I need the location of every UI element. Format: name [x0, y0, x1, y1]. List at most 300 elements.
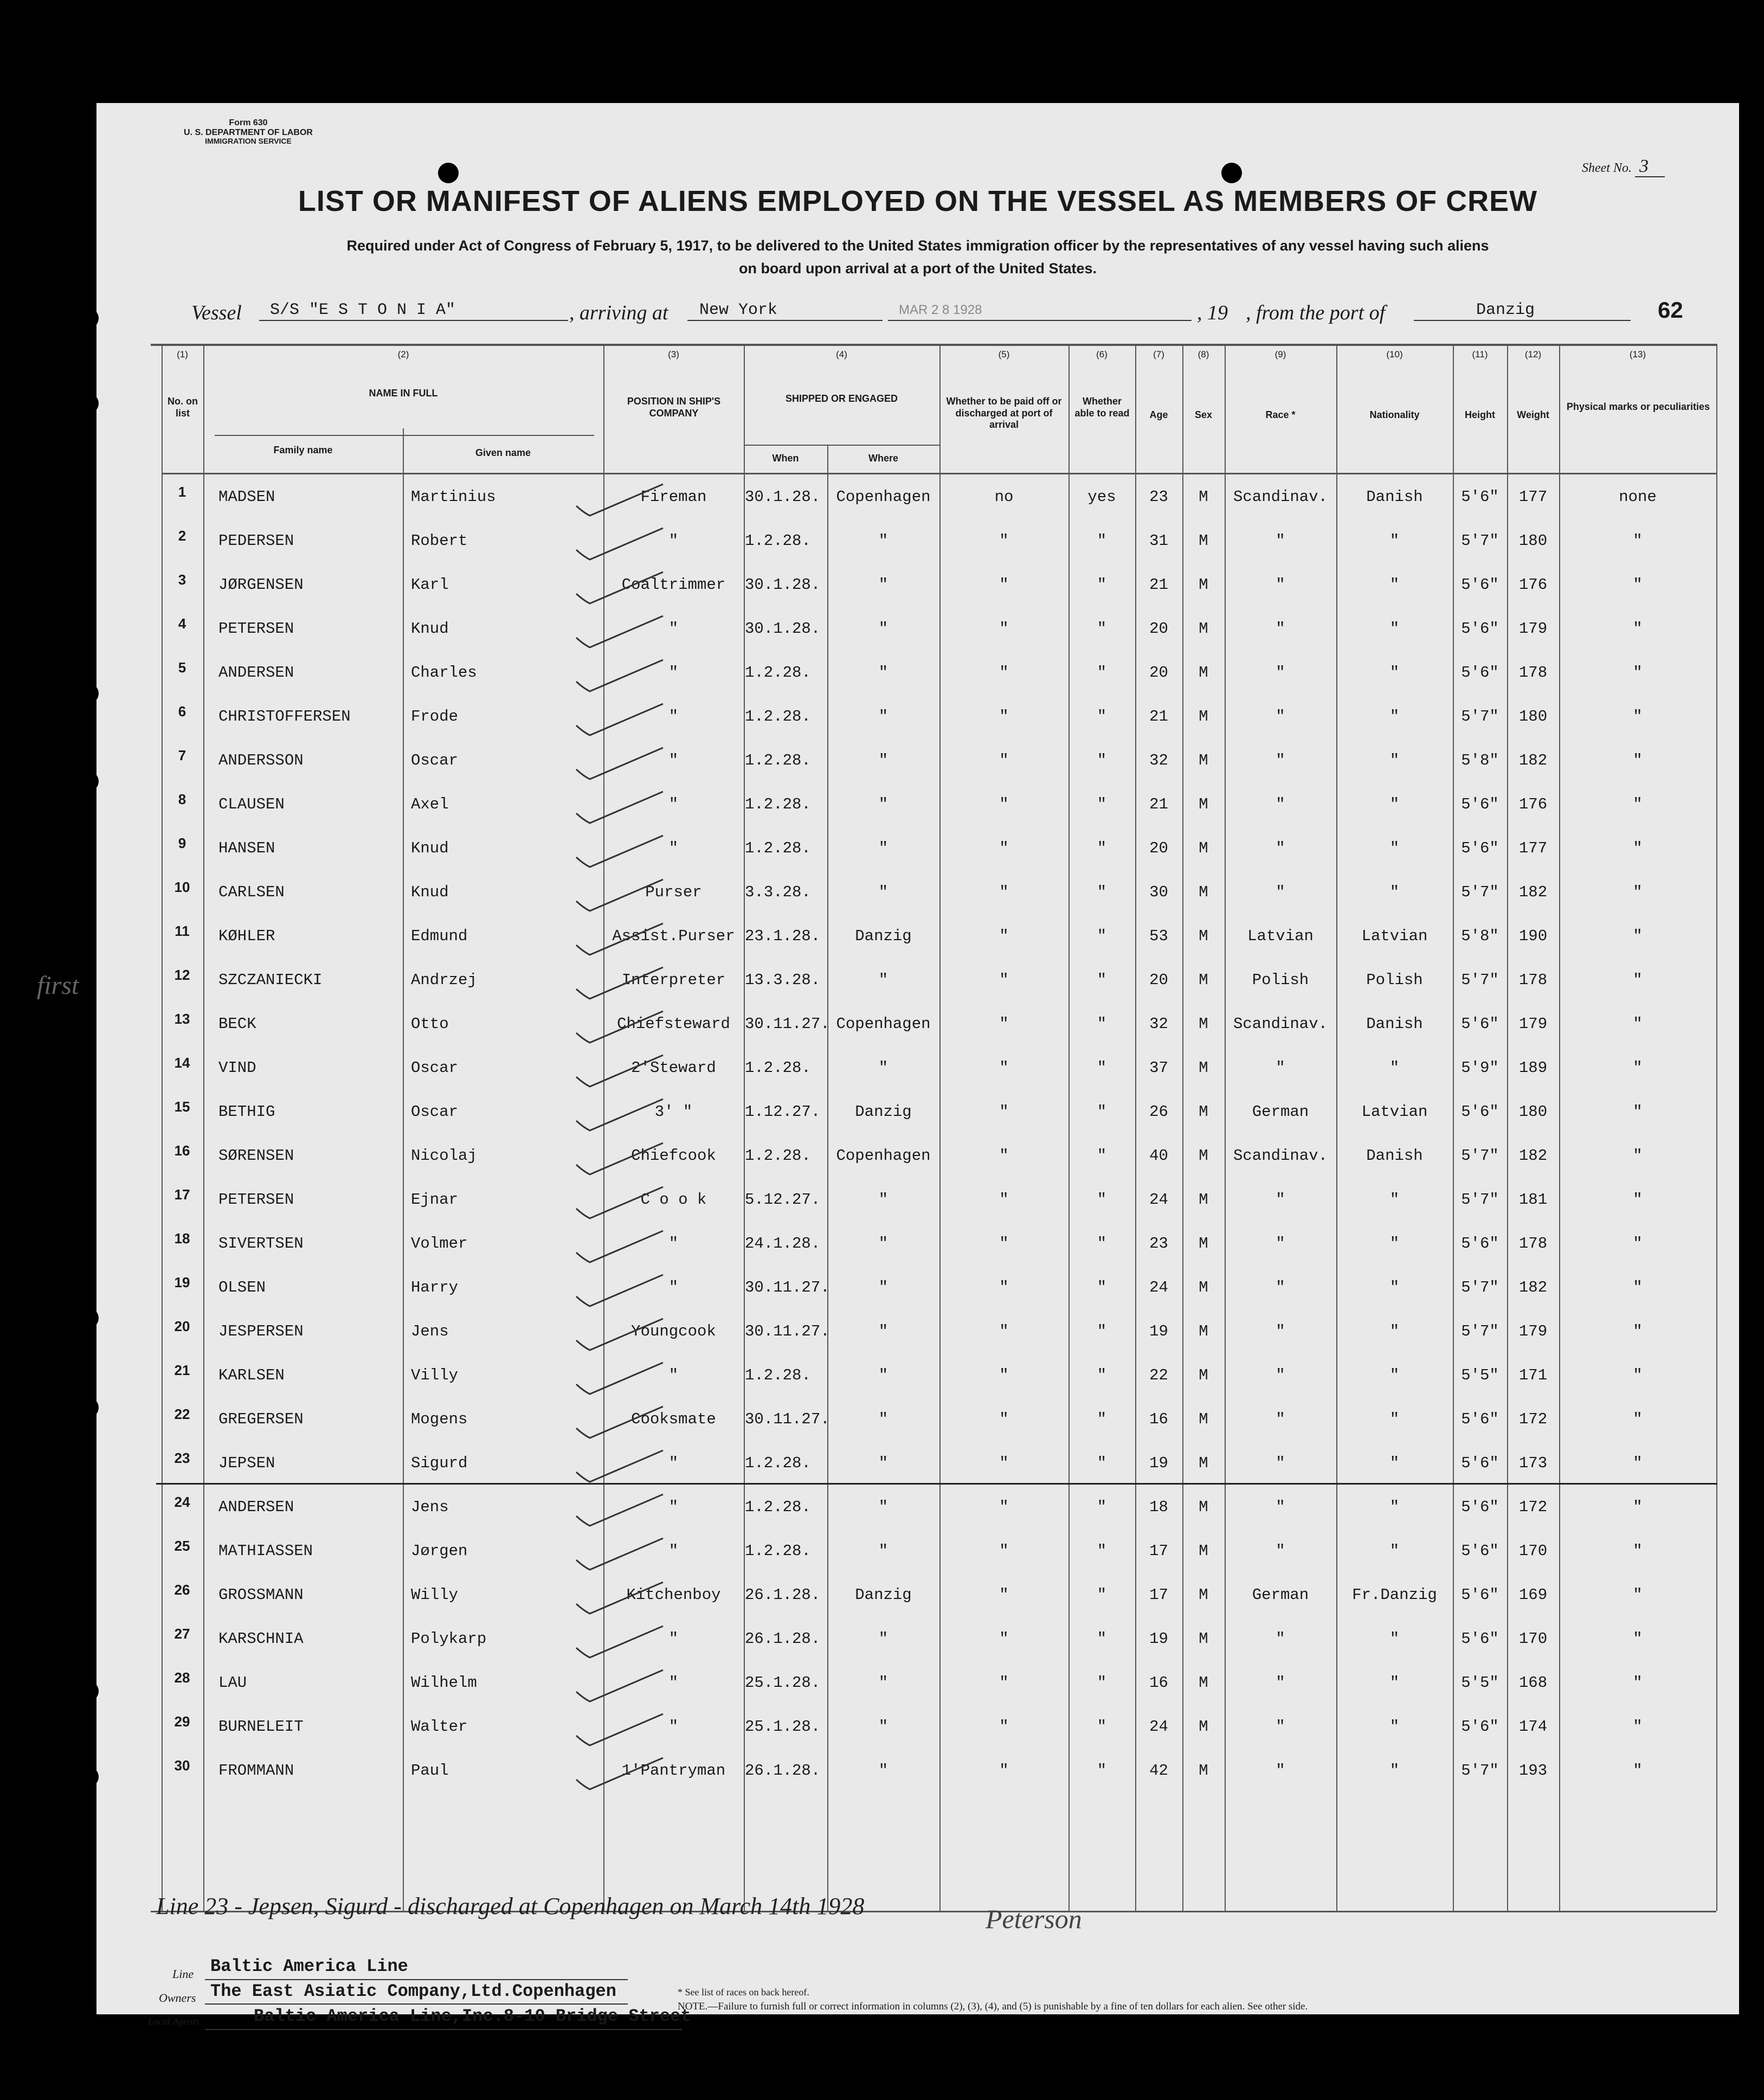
able-to-read-cell: " — [1097, 576, 1107, 594]
sex-cell: M — [1199, 1718, 1208, 1736]
check-mark-icon — [574, 1666, 666, 1704]
shipped-when-cell: 1.2.28. — [745, 664, 811, 682]
height-cell: 5'6" — [1461, 1015, 1499, 1033]
able-to-read-cell: " — [1097, 1147, 1107, 1165]
height-cell: 5'6" — [1461, 1454, 1499, 1472]
able-to-read-cell: " — [1097, 1674, 1107, 1692]
able-to-read-cell: " — [1097, 883, 1107, 901]
nationality-cell: Polish — [1366, 971, 1423, 989]
physical-marks-cell: " — [1633, 1586, 1643, 1604]
height-cell: 5'6" — [1461, 1718, 1499, 1736]
family-name-cell: KØHLER — [218, 927, 275, 945]
physical-marks-cell: " — [1633, 795, 1643, 813]
shipped-where-cell: " — [878, 576, 889, 594]
row-number: 24 — [174, 1494, 190, 1510]
height-cell: 5'6" — [1461, 1498, 1499, 1516]
height-cell: 5'6" — [1461, 1235, 1499, 1253]
race-cell: " — [1276, 532, 1285, 550]
position-cell: Youngcook — [631, 1322, 716, 1340]
given-name-cell: Nicolaj — [411, 1147, 477, 1165]
header-family-name: Family name — [273, 445, 333, 455]
nationality-cell: " — [1389, 1322, 1400, 1340]
shipped-where-cell: " — [878, 883, 889, 901]
race-cell: " — [1276, 576, 1285, 594]
height-cell: 5'5" — [1461, 1674, 1499, 1692]
given-name-cell: Jens — [411, 1322, 449, 1340]
vessel-name: S/S "E S T O N I A" — [270, 301, 456, 319]
weight-cell: 182 — [1518, 1279, 1548, 1296]
sex-cell: M — [1199, 1059, 1208, 1077]
position-cell: 1'Pantryman — [621, 1762, 726, 1780]
physical-marks-cell: " — [1633, 1410, 1643, 1428]
arriving-underline — [687, 320, 883, 321]
position-cell: " — [668, 1279, 679, 1296]
height-cell: 5'8" — [1461, 752, 1499, 769]
family-name-cell: CARLSEN — [218, 883, 285, 901]
nationality-cell: " — [1389, 532, 1400, 550]
nationality-cell: " — [1389, 1718, 1400, 1736]
family-name-cell: CHRISTOFFERSEN — [218, 708, 351, 725]
given-name-cell: Villy — [411, 1366, 459, 1384]
nationality-cell: " — [1389, 752, 1400, 769]
weight-cell: 182 — [1518, 1147, 1548, 1165]
sex-cell: M — [1199, 708, 1208, 725]
physical-marks-cell: " — [1633, 532, 1643, 550]
weight-cell: 178 — [1518, 664, 1548, 682]
weight-cell: 190 — [1518, 927, 1548, 945]
sex-cell: M — [1199, 795, 1208, 813]
paid-off-cell: " — [999, 1498, 1009, 1516]
shipped-when-cell: 30.1.28. — [745, 620, 821, 638]
weight-cell: 180 — [1518, 1103, 1548, 1121]
nationality-cell: " — [1389, 1454, 1400, 1472]
age-cell: 16 — [1149, 1410, 1168, 1428]
position-cell: Chiefsteward — [617, 1015, 730, 1033]
position-cell: Kitchenboy — [626, 1586, 721, 1604]
given-name-cell: Jens — [411, 1498, 449, 1516]
paid-off-cell: " — [999, 1235, 1009, 1253]
shipped-where-cell: " — [878, 839, 889, 857]
age-cell: 30 — [1149, 883, 1168, 901]
sex-cell: M — [1199, 620, 1208, 638]
position-cell: " — [668, 1498, 679, 1516]
nationality-cell: Latvian — [1361, 927, 1428, 945]
age-cell: 26 — [1149, 1103, 1168, 1121]
paid-off-cell: " — [999, 927, 1009, 945]
family-name-cell: BURNELEIT — [218, 1718, 304, 1736]
family-name-cell: CLAUSEN — [218, 795, 285, 813]
height-cell: 5'7" — [1461, 1762, 1499, 1780]
vessel-label: Vessel — [191, 301, 242, 324]
check-mark-icon — [574, 831, 666, 869]
paid-off-cell: " — [999, 1366, 1009, 1384]
height-cell: 5'8" — [1461, 927, 1499, 945]
able-to-read-cell: yes — [1087, 488, 1116, 506]
height-cell: 5'6" — [1461, 1410, 1499, 1428]
shipped-when-cell: 23.1.28. — [745, 927, 821, 945]
paid-off-cell: " — [999, 752, 1009, 769]
sex-cell: M — [1199, 1586, 1208, 1604]
row-number: 26 — [174, 1582, 190, 1598]
check-mark-icon — [574, 919, 666, 957]
col-num-3: (3) — [668, 349, 679, 359]
position-cell: " — [668, 1542, 679, 1560]
shipped-when-cell: 1.2.28. — [745, 1059, 811, 1077]
shipped-when-cell: 1.2.28. — [745, 795, 811, 813]
weight-cell: 169 — [1518, 1586, 1548, 1604]
paid-off-cell: " — [999, 1103, 1009, 1121]
position-cell: Chiefcook — [631, 1147, 716, 1165]
row-number: 18 — [174, 1230, 190, 1247]
given-name-cell: Knud — [411, 620, 449, 638]
race-cell: " — [1276, 1235, 1285, 1253]
sex-cell: M — [1199, 1279, 1208, 1296]
race-cell: German — [1252, 1586, 1309, 1604]
header-no-on-list: No. on list — [168, 396, 198, 419]
manifest-sheet — [37, 103, 1739, 2027]
weight-cell: 180 — [1518, 532, 1548, 550]
check-mark-icon — [574, 875, 666, 913]
able-to-read-cell: " — [1097, 1235, 1107, 1253]
paid-off-cell: " — [999, 839, 1009, 857]
sex-cell: M — [1199, 1015, 1208, 1033]
able-to-read-cell: " — [1097, 664, 1107, 682]
age-cell: 17 — [1149, 1542, 1168, 1560]
family-name-cell: JESPERSEN — [218, 1322, 304, 1340]
able-to-read-cell: " — [1097, 1586, 1107, 1604]
check-mark-icon — [574, 1534, 666, 1572]
date-stamp: MAR 2 8 1928 — [899, 303, 982, 317]
shipped-where-cell: Danzig — [855, 1103, 912, 1121]
header-physical-marks: Physical marks or peculiarities — [1566, 401, 1710, 412]
shipped-when-cell: 13.3.28. — [745, 971, 821, 989]
shipped-where-cell: " — [878, 1235, 889, 1253]
col-num-2: (2) — [397, 349, 409, 359]
age-cell: 21 — [1149, 708, 1168, 725]
able-to-read-cell: " — [1097, 839, 1107, 857]
physical-marks-cell: " — [1633, 927, 1643, 945]
row-number: 27 — [174, 1626, 190, 1642]
position-cell: 3' " — [654, 1103, 693, 1121]
able-to-read-cell: " — [1097, 1015, 1107, 1033]
physical-marks-cell: " — [1633, 883, 1643, 901]
check-mark-icon — [574, 1710, 666, 1748]
nationality-cell: " — [1389, 1059, 1400, 1077]
row-number: 29 — [174, 1713, 190, 1730]
nationality-cell: " — [1389, 1235, 1400, 1253]
shipped-where-cell: " — [878, 1498, 889, 1516]
physical-marks-cell: " — [1633, 1718, 1643, 1736]
family-name-cell: KARSCHNIA — [218, 1630, 304, 1648]
family-name-cell: MADSEN — [218, 488, 275, 506]
shipped-when-cell: 1.2.28. — [745, 1366, 811, 1384]
family-name-cell: VIND — [218, 1059, 256, 1077]
sex-cell: M — [1199, 752, 1208, 769]
race-cell: " — [1276, 1366, 1285, 1384]
age-cell: 22 — [1149, 1366, 1168, 1384]
able-to-read-cell: " — [1097, 795, 1107, 813]
weight-cell: 181 — [1518, 1191, 1548, 1209]
position-cell: 2'Steward — [631, 1059, 716, 1077]
nationality-cell: " — [1389, 576, 1400, 594]
check-mark-icon — [574, 1095, 666, 1133]
shipped-when-cell: 30.11.27. — [745, 1322, 830, 1340]
arriving-label: , arriving at — [569, 301, 668, 324]
sex-cell: M — [1199, 532, 1208, 550]
physical-marks-cell: " — [1633, 1498, 1643, 1516]
row-number: 21 — [174, 1362, 190, 1378]
given-name-cell: Oscar — [411, 752, 459, 769]
position-cell: Cooksmate — [631, 1410, 716, 1428]
nationality-cell: " — [1389, 1630, 1400, 1648]
weight-cell: 179 — [1518, 1322, 1548, 1340]
paid-off-cell: " — [999, 576, 1009, 594]
shipped-where-cell: " — [878, 1674, 889, 1692]
position-cell: " — [668, 708, 679, 725]
age-cell: 17 — [1149, 1586, 1168, 1604]
race-cell: Scandinav. — [1233, 1147, 1328, 1165]
race-cell: " — [1276, 1279, 1285, 1296]
physical-marks-cell: " — [1633, 708, 1643, 725]
height-cell: 5'7" — [1461, 971, 1499, 989]
owners-label: Owners — [159, 1991, 196, 2005]
given-name-cell: Oscar — [411, 1059, 459, 1077]
from-underline — [1414, 320, 1631, 321]
able-to-read-cell: " — [1097, 620, 1107, 638]
sex-cell: M — [1199, 1410, 1208, 1428]
paid-off-cell: " — [999, 1410, 1009, 1428]
family-name-cell: PETERSEN — [218, 1191, 294, 1209]
given-name-cell: Oscar — [411, 1103, 459, 1121]
paid-off-cell: " — [999, 1191, 1009, 1209]
age-cell: 16 — [1149, 1674, 1168, 1692]
shipped-where-cell: " — [878, 1191, 889, 1209]
height-cell: 5'5" — [1461, 1366, 1499, 1384]
check-mark-icon — [574, 1446, 666, 1484]
paid-off-cell: " — [999, 1762, 1009, 1780]
nationality-cell: Fr.Danzig — [1352, 1586, 1437, 1604]
weight-cell: 180 — [1518, 708, 1548, 725]
shipped-where-cell: " — [878, 1718, 889, 1736]
year-label: , 19 — [1197, 301, 1228, 324]
height-cell: 5'6" — [1461, 488, 1499, 506]
position-cell: " — [668, 1366, 679, 1384]
age-cell: 20 — [1149, 664, 1168, 682]
shipped-when-cell: 30.11.27. — [745, 1410, 830, 1428]
header-when: When — [772, 453, 799, 464]
col-divider — [1716, 344, 1717, 1911]
owners-underline — [205, 2003, 628, 2005]
form-number: Form 630 — [229, 118, 268, 127]
row-number: 11 — [175, 923, 190, 939]
col-num-7: (7) — [1153, 349, 1164, 359]
family-name-cell: JØRGENSEN — [218, 576, 304, 594]
sex-cell: M — [1199, 927, 1208, 945]
height-cell: 5'7" — [1461, 708, 1499, 725]
sex-cell: M — [1199, 664, 1208, 682]
sex-cell: M — [1199, 1366, 1208, 1384]
position-cell: " — [668, 752, 679, 769]
shipped-when-cell: 30.11.27. — [745, 1015, 830, 1033]
shipped-where-cell: " — [878, 1279, 889, 1296]
family-name-cell: OLSEN — [218, 1279, 266, 1296]
check-mark-icon — [574, 1754, 666, 1791]
given-name-cell: Robert — [411, 532, 468, 550]
age-cell: 19 — [1149, 1454, 1168, 1472]
col-num-8: (8) — [1198, 349, 1209, 359]
age-cell: 20 — [1149, 839, 1168, 857]
shipped-when-cell: 1.2.28. — [745, 1542, 811, 1560]
sex-cell: M — [1199, 1498, 1208, 1516]
page-number: 62 — [1658, 297, 1683, 323]
row-number: 12 — [174, 967, 190, 983]
check-mark-icon — [574, 1490, 666, 1528]
height-cell: 5'6" — [1461, 1542, 1499, 1560]
discharge-note: Line 23 - Jepsen, Sigurd - discharged at Copenhagen on March 14th 1928 — [156, 1893, 865, 1919]
given-name-cell: Jørgen — [411, 1542, 468, 1560]
race-cell: " — [1276, 1630, 1285, 1648]
physical-marks-cell: " — [1633, 1103, 1643, 1121]
shipped-where-cell: Danzig — [855, 1586, 912, 1604]
weight-cell: 178 — [1518, 1235, 1548, 1253]
paid-off-cell: " — [999, 1718, 1009, 1736]
family-name-cell: ANDERSEN — [218, 664, 294, 682]
race-cell: " — [1276, 620, 1285, 638]
shipped-where-cell: Copenhagen — [836, 1015, 931, 1033]
race-cell: Scandinav. — [1233, 488, 1328, 506]
paid-off-cell: " — [999, 532, 1009, 550]
row-number: 15 — [174, 1099, 190, 1115]
shipped-when-cell: 25.1.28. — [745, 1718, 821, 1736]
shipped-when-cell: 1.2.28. — [745, 839, 811, 857]
header-paid-off: Whether to be paid off or discharged at port of arrival — [946, 396, 1062, 431]
shipped-where-cell: Copenhagen — [836, 488, 931, 506]
sex-cell: M — [1199, 1147, 1208, 1165]
row-number: 1 — [178, 484, 186, 500]
physical-marks-cell: " — [1633, 1059, 1643, 1077]
height-cell: 5'7" — [1461, 1279, 1499, 1296]
able-to-read-cell: " — [1097, 1410, 1107, 1428]
sex-cell: M — [1199, 1542, 1208, 1560]
header-sex: Sex — [1194, 409, 1213, 420]
weight-cell: 182 — [1518, 752, 1548, 769]
row-number: 14 — [174, 1055, 190, 1071]
shipped-when-cell: 1.12.27. — [745, 1103, 821, 1121]
physical-marks-cell: " — [1633, 1279, 1643, 1296]
shipped-where-cell: Danzig — [855, 927, 912, 945]
position-cell: " — [668, 1674, 679, 1692]
able-to-read-cell: " — [1097, 708, 1107, 725]
shipped-when-cell: 1.2.28. — [745, 752, 811, 769]
given-name-cell: Karl — [411, 576, 449, 594]
shipped-when-cell: 25.1.28. — [745, 1674, 821, 1692]
margin-note: first — [37, 971, 79, 1000]
position-cell: " — [668, 532, 679, 550]
race-cell: " — [1276, 839, 1285, 857]
family-name-cell: PEDERSEN — [218, 532, 294, 550]
shipped-where-cell: " — [878, 752, 889, 769]
age-cell: 53 — [1149, 927, 1168, 945]
physical-marks-cell: " — [1633, 1147, 1643, 1165]
height-cell: 5'6" — [1461, 664, 1499, 682]
sex-cell: M — [1199, 488, 1208, 506]
nationality-cell: " — [1389, 1279, 1400, 1296]
shipped-when-cell: 1.2.28. — [745, 1147, 811, 1165]
nationality-cell: " — [1389, 1542, 1400, 1560]
position-cell: " — [668, 1630, 679, 1648]
check-mark-icon — [574, 612, 666, 650]
sex-cell: M — [1199, 1191, 1208, 1209]
family-name-cell: FROMMANN — [218, 1762, 294, 1780]
row-number: 30 — [174, 1757, 190, 1774]
sheet-number — [1582, 156, 1665, 177]
from-label: , from the port of — [1246, 301, 1386, 324]
weight-cell: 193 — [1518, 1762, 1548, 1780]
punch-hole — [78, 1308, 99, 1328]
shipped-when-cell: 30.1.28. — [745, 488, 821, 506]
sheet-number-value: 3 — [1635, 156, 1665, 177]
age-cell: 19 — [1149, 1322, 1168, 1340]
weight-cell: 177 — [1518, 488, 1548, 506]
age-cell: 20 — [1149, 971, 1168, 989]
line-underline — [205, 1979, 628, 1980]
race-cell: " — [1276, 1542, 1285, 1560]
height-cell: 5'7" — [1461, 532, 1499, 550]
weight-cell: 179 — [1518, 620, 1548, 638]
position-cell: " — [668, 664, 679, 682]
weight-cell: 172 — [1518, 1410, 1548, 1428]
shipped-when-cell: 5.12.27. — [745, 1191, 821, 1209]
punch-hole — [78, 771, 99, 792]
sex-cell: M — [1199, 883, 1208, 901]
punch-hole — [78, 1681, 99, 1701]
shipped-when-cell: 1.2.28. — [745, 708, 811, 725]
race-cell: German — [1252, 1103, 1309, 1121]
paid-off-cell: " — [999, 1015, 1009, 1033]
shipped-where-cell: " — [878, 1366, 889, 1384]
header-given-name: Given name — [475, 447, 531, 458]
paid-off-cell: " — [999, 795, 1009, 813]
shipped-where-cell: " — [878, 1630, 889, 1648]
given-name-cell: Sigurd — [411, 1454, 468, 1472]
position-cell: " — [668, 1235, 679, 1253]
height-cell: 5'6" — [1461, 620, 1499, 638]
sex-cell: M — [1199, 1762, 1208, 1780]
given-name-cell: Edmund — [411, 927, 468, 945]
physical-marks-cell: " — [1633, 1762, 1643, 1780]
weight-cell: 171 — [1518, 1366, 1548, 1384]
race-cell: " — [1276, 1762, 1285, 1780]
paid-off-cell: " — [999, 1147, 1009, 1165]
family-name-cell: MATHIASSEN — [218, 1542, 313, 1560]
able-to-read-cell: " — [1097, 971, 1107, 989]
able-to-read-cell: " — [1097, 1454, 1107, 1472]
check-mark-icon — [574, 1402, 666, 1440]
race-cell: Latvian — [1247, 927, 1314, 945]
given-name-cell: Paul — [411, 1762, 449, 1780]
given-name-cell: Charles — [411, 664, 477, 682]
able-to-read-cell: " — [1097, 1718, 1107, 1736]
age-cell: 40 — [1149, 1147, 1168, 1165]
check-mark-icon — [574, 480, 666, 518]
family-name-cell: ANDERSSON — [218, 752, 304, 769]
row-number: 10 — [174, 879, 190, 895]
col-num-6: (6) — [1096, 349, 1108, 359]
nationality-cell: " — [1389, 1498, 1400, 1516]
weight-cell: 182 — [1518, 883, 1548, 901]
nationality-cell: Latvian — [1361, 1103, 1428, 1121]
race-cell: " — [1276, 1191, 1285, 1209]
